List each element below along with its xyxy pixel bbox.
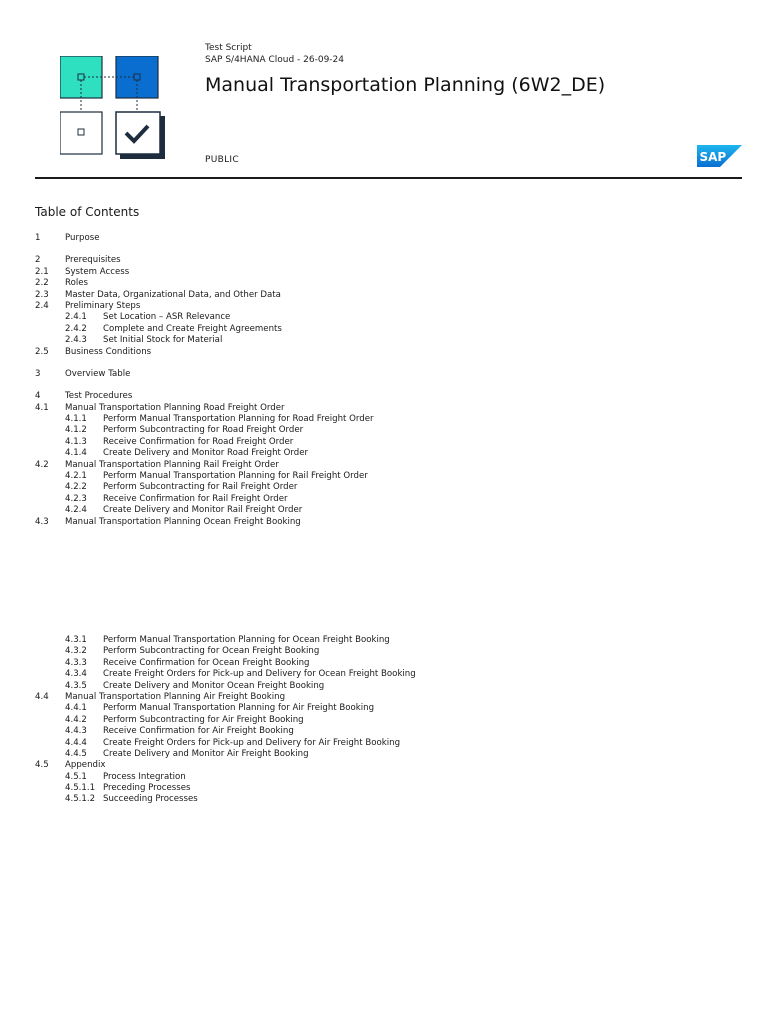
- toc-entry-number: 4: [35, 391, 41, 402]
- toc-entry-number: 4.4.3: [65, 726, 87, 737]
- toc-entry[interactable]: [35, 290, 374, 301]
- toc-entry[interactable]: [35, 681, 416, 692]
- toc-entry-title: Roles: [65, 278, 88, 289]
- toc-entry-title: Perform Subcontracting for Road Freight Order: [103, 425, 304, 436]
- toc-entry-number: 4.1.4: [65, 448, 87, 459]
- toc-entry-title: Overview Table: [65, 368, 131, 379]
- toc-entry-title: Receive Confirmation for Rail Freight Order: [103, 493, 288, 504]
- toc-entry-title: Perform Subcontracting for Ocean Freight Booking: [103, 646, 320, 657]
- toc-entry[interactable]: [35, 494, 374, 505]
- toc-entry-title: Prerequisites: [65, 255, 121, 266]
- toc-entry[interactable]: [35, 414, 374, 425]
- toc-entry[interactable]: [35, 391, 374, 402]
- toc-entry-number: 4.4.2: [65, 714, 87, 725]
- toc-entry[interactable]: [35, 278, 374, 289]
- toc-entry-title: Preceding Processes: [103, 783, 191, 794]
- toc-entry-number: 4.5.1: [65, 771, 87, 782]
- toc-entry-title: Perform Subcontracting for Rail Freight Order: [103, 482, 298, 493]
- toc-entry-title: Receive Confirmation for Air Freight Booking: [103, 726, 294, 737]
- toc-entry-number: 2: [35, 255, 41, 266]
- toc-entry-title: Create Delivery and Monitor Ocean Freight Booking: [103, 680, 325, 691]
- toc-entry[interactable]: [35, 646, 416, 657]
- toc-entry-number: 4.3.2: [65, 646, 87, 657]
- toc-entry-title: Master Data, Organizational Data, and Other Data: [65, 289, 281, 300]
- toc-entry[interactable]: [35, 794, 416, 805]
- toc-entry-title: Manual Transportation Planning Road Freight Order: [65, 402, 285, 413]
- toc-entry-number: 4.3: [35, 516, 49, 527]
- toc-entry[interactable]: [35, 471, 374, 482]
- toc-entry-number: 4.4: [35, 691, 49, 702]
- toc-entry[interactable]: [35, 772, 416, 783]
- toc-entry-number: 4.3.3: [65, 657, 87, 668]
- toc-entry-title: Business Conditions: [65, 346, 152, 357]
- toc-entry[interactable]: [35, 505, 374, 516]
- toc-entry[interactable]: [35, 403, 374, 414]
- toc-entry-title: Preliminary Steps: [65, 300, 141, 311]
- toc-entry[interactable]: [35, 255, 374, 266]
- toc-entry-number: 4.5.1.2: [65, 794, 96, 805]
- toc-entry[interactable]: [35, 703, 416, 714]
- toc-entry[interactable]: [35, 658, 416, 669]
- toc-entry-number: 4.4.1: [65, 703, 87, 714]
- toc-entry-number: 4.4.4: [65, 737, 87, 748]
- toc-entry-number: 4.1.1: [65, 414, 87, 425]
- toc-entry[interactable]: [35, 726, 416, 737]
- toc-entry-number: 2.4: [35, 300, 49, 311]
- toc-entry-title: Process Integration: [103, 771, 186, 782]
- toc-entry-title: Purpose: [65, 233, 100, 243]
- document-subtitle: SAP S/4HANA Cloud - 26-09-24: [205, 55, 344, 65]
- toc-entry-number: 4.3.4: [65, 669, 87, 680]
- toc-entry-number: 2.3: [35, 289, 49, 300]
- toc-entry-number: 4.5: [35, 760, 49, 771]
- toc-entry[interactable]: [35, 669, 416, 680]
- document-type: Test Script: [205, 43, 252, 53]
- toc-entry[interactable]: [35, 635, 416, 646]
- toc-entry-number: 4.1.2: [65, 425, 87, 436]
- toc-entry-title: Complete and Create Freight Agreements: [103, 323, 282, 334]
- toc-list-part2: [35, 635, 416, 806]
- toc-entry-number: 4.2: [35, 459, 49, 470]
- toc-entry-number: 2.4.2: [65, 323, 87, 334]
- toc-entry-title: Set Initial Stock for Material: [103, 335, 223, 346]
- toc-entry-title: Create Delivery and Monitor Rail Freight Order: [103, 505, 303, 516]
- toc-entry-title: Test Procedures: [65, 391, 133, 402]
- toc-entry-title: Receive Confirmation for Road Freight Order: [103, 436, 294, 447]
- toc-entry[interactable]: [35, 760, 416, 771]
- toc-entry-title: Create Delivery and Monitor Road Freight Order: [103, 448, 309, 459]
- toc-entry-number: 4.3.1: [65, 635, 87, 645]
- toc-entry-title: Perform Manual Transportation Planning for Road Freight Order: [103, 414, 374, 425]
- toc-entry-title: Manual Transportation Planning Rail Freight Order: [65, 459, 279, 470]
- toc-entry-number: 1: [35, 233, 41, 243]
- toc-entry[interactable]: [35, 335, 374, 346]
- toc-entry[interactable]: [35, 267, 374, 278]
- header-rule: [35, 177, 742, 179]
- toc-entry-title: Create Freight Orders for Pick-up and Delivery for Air Freight Booking: [103, 737, 401, 748]
- toc-entry-number: 4.2.2: [65, 482, 87, 493]
- toc-entry[interactable]: [35, 233, 374, 244]
- toc-entry-number: 4.3.5: [65, 680, 87, 691]
- toc-entry-title: Manual Transportation Planning Air Freight Booking: [65, 691, 286, 702]
- toc-entry-title: Perform Subcontracting for Air Freight Booking: [103, 714, 304, 725]
- toc-entry[interactable]: [35, 312, 374, 323]
- toc-entry-number: 4.4.5: [65, 748, 87, 759]
- toc-entry-title: Manual Transportation Planning Ocean Freight Booking: [65, 516, 301, 527]
- toc-entry[interactable]: [35, 517, 374, 528]
- document-title: Manual Transportation Planning (6W2_DE): [205, 74, 606, 96]
- toc-entry-title: System Access: [65, 266, 130, 277]
- toc-entry-number: 4.1: [35, 402, 49, 413]
- toc-entry-title: Appendix: [65, 760, 106, 771]
- toc-entry-number: 3: [35, 368, 41, 379]
- toc-entry[interactable]: [35, 301, 374, 312]
- toc-entry-number: 2.4.1: [65, 312, 87, 323]
- toc-entry-title: Perform Manual Transportation Planning for Rail Freight Order: [103, 471, 368, 482]
- toc-entry-number: 4.1.3: [65, 436, 87, 447]
- classification-label: PUBLIC: [205, 155, 239, 165]
- toc-entry[interactable]: [35, 369, 374, 380]
- toc-entry-title: Succeeding Processes: [103, 794, 198, 805]
- sap-logo-text: SAP: [699, 150, 727, 164]
- toc-entry[interactable]: [35, 738, 416, 749]
- toc-entry-title: Perform Manual Transportation Planning for Air Freight Booking: [103, 703, 375, 714]
- toc-entry-number: 4.2.3: [65, 493, 87, 504]
- toc-list-part1: [35, 233, 374, 528]
- toc-entry-number: 2.2: [35, 278, 49, 289]
- toc-entry-number: 2.1: [35, 266, 49, 277]
- toc-entry[interactable]: [35, 783, 416, 794]
- toc-entry[interactable]: [35, 425, 374, 436]
- toc-heading: Table of Contents: [35, 205, 140, 219]
- toc-entry-title: Perform Manual Transportation Planning for Ocean Freight Booking: [103, 635, 390, 645]
- toc-entry-number: 4.5.1.1: [65, 783, 96, 794]
- toc-entry-title: Create Delivery and Monitor Air Freight Booking: [103, 748, 309, 759]
- toc-entry[interactable]: [35, 715, 416, 726]
- toc-entry[interactable]: [35, 347, 374, 358]
- toc-entry[interactable]: [35, 692, 416, 703]
- sap-logo: [697, 145, 742, 167]
- toc-entry-number: 4.2.1: [65, 471, 87, 482]
- toc-entry[interactable]: [35, 437, 374, 448]
- toc-entry[interactable]: [35, 460, 374, 471]
- toc-entry-title: Set Location – ASR Relevance: [103, 312, 231, 323]
- toc-entry-number: 2.5: [35, 346, 49, 357]
- toc-entry[interactable]: [35, 482, 374, 493]
- toc-entry-title: Receive Confirmation for Ocean Freight Booking: [103, 657, 310, 668]
- toc-entry[interactable]: [35, 749, 416, 760]
- toc-entry-title: Create Freight Orders for Pick-up and Delivery for Ocean Freight Booking: [103, 669, 416, 680]
- toc-entry-number: 4.2.4: [65, 505, 87, 516]
- toc-entry[interactable]: [35, 448, 374, 459]
- test-script-illustration: [60, 56, 166, 160]
- toc-entry[interactable]: [35, 324, 374, 335]
- toc-entry-number: 2.4.3: [65, 335, 87, 346]
